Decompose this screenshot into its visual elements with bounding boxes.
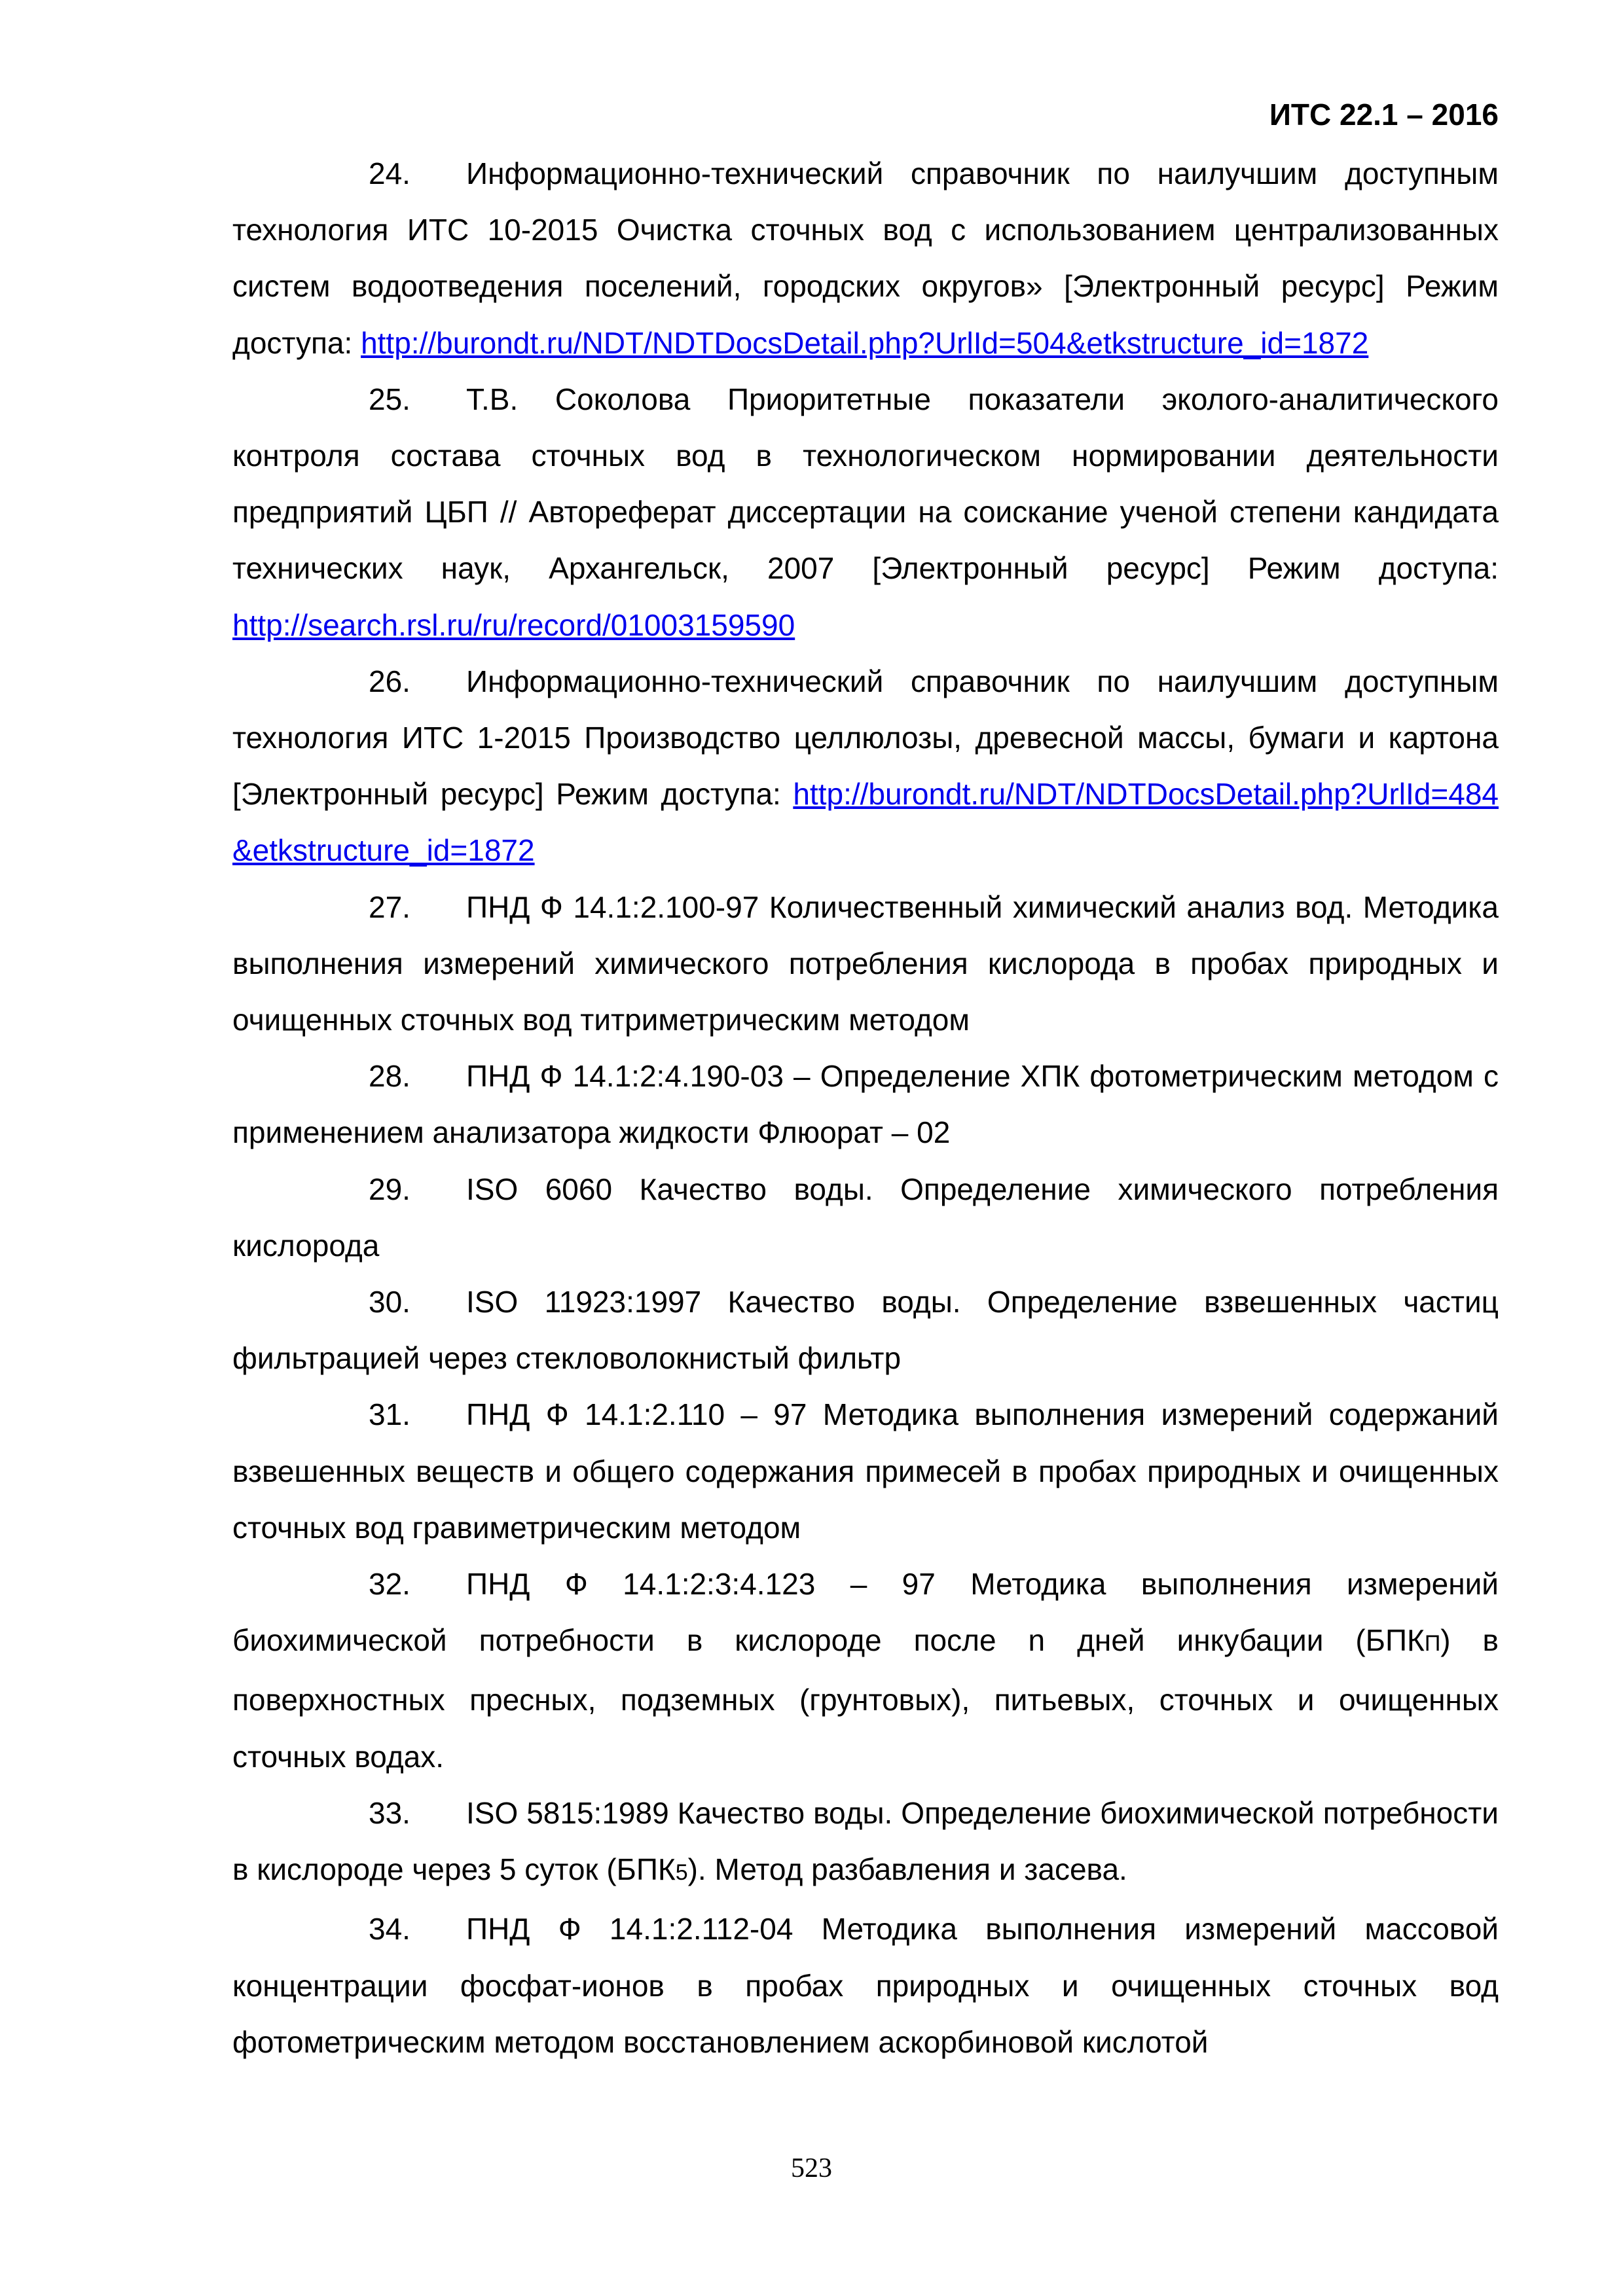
reference-link[interactable]: http://burondt.ru/NDT/NDTDocsDetail.php?UrlId=504&etkstructure_id=1872: [361, 325, 1369, 360]
reference-number: 28.: [369, 1059, 410, 1094]
reference-item-30: [232, 1274, 1499, 1386]
reference-link[interactable]: http://search.rsl.ru/ru/record/01003159590: [232, 607, 795, 642]
reference-number: 31.: [369, 1397, 410, 1432]
reference-item-34: [232, 1901, 1499, 2070]
reference-number: 27.: [369, 889, 410, 924]
reference-number: 26.: [369, 664, 410, 698]
reference-item-32: [232, 1556, 1499, 1785]
reference-item-33: [232, 1785, 1499, 1901]
reference-text: ISO 6060 Качество воды. Определение химического потребления кислорода: [232, 1172, 1499, 1263]
reference-text: Информационно-технический справочник по наилучшим доступным технология ИТС 10-2015 Очистка сточных вод с использованием централизованных систем водоотведения поселений, городских округов» [Электронный ресурс] Режим доступа:: [232, 156, 1499, 360]
reference-link[interactable]: http://burondt.ru/NDT/NDTDocsDetail.php?UrlId=484&etkstructure_id=1872: [232, 777, 1499, 868]
reference-text: Т.В. Соколова Приоритетные показатели эколого-аналитического контроля состава сточных вод в технологическом нормировании деятельности предприятий ЦБП // Автореферат диссертации на соискание ученой степени кандидата технических наук, Архангельск, 2007 [Электронный ресурс] Режим доступа:: [232, 382, 1499, 586]
reference-item-26: [232, 653, 1499, 879]
page-number: 523: [791, 2153, 832, 2183]
reference-item-31: [232, 1386, 1499, 1556]
reference-number: 32.: [369, 1567, 410, 1602]
document-header-title: ИТС 22.1 – 2016: [1269, 98, 1499, 132]
reference-item-24: [232, 145, 1499, 371]
reference-number: 34.: [369, 1912, 410, 1946]
reference-text: ПНД Ф 14.1:2:3:4.123 – 97 Методика выполнения измерений биохимической потребности в кислороде после n дней инкубации (БПК: [232, 1567, 1499, 1658]
reference-text: ПНД Ф 14.1:2.100-97 Количественный химический анализ вод. Методика выполнения измерений химического потребления кислорода в пробах природных и очищенных сточных вод титриметрическим методом: [232, 889, 1499, 1037]
reference-text: ПНД Ф 14.1:2.112-04 Методика выполнения измерений массовой концентрации фосфат-ионов в пробах природных и очищенных сточных вод фотометрическим методом восстановлением аскорбиновой кислотой: [232, 1912, 1499, 2059]
reference-item-27: [232, 879, 1499, 1049]
reference-number: 30.: [369, 1285, 410, 1319]
reference-number: 25.: [369, 382, 410, 416]
reference-number: 33.: [369, 1795, 410, 1830]
reference-list: [232, 145, 1499, 2070]
subscript: 5: [675, 1860, 688, 1886]
reference-text: ISO 5815:1989 Качество воды. Определение биохимической потребности в кислороде через 5 суток (БПК: [232, 1795, 1499, 1887]
reference-text: ПНД Ф 14.1:2:4.190-03 – Определение ХПК фотометрическим методом с применением анализатора жидкости Флюорат – 02: [232, 1059, 1499, 1150]
reference-item-28: [232, 1048, 1499, 1160]
reference-number: 24.: [369, 156, 410, 190]
reference-text-continued: ) в поверхностных пресных, подземных (грунтовых), питьевых, сточных и очищенных сточных водах.: [232, 1623, 1499, 1774]
reference-number: 29.: [369, 1172, 410, 1206]
reference-text: ISO 11923:1997 Качество воды. Определение взвешенных частиц фильтрацией через стекловолокнистый фильтр: [232, 1285, 1499, 1376]
reference-text-continued: ). Метод разбавления и засева.: [687, 1852, 1127, 1887]
subscript: П: [1424, 1631, 1441, 1657]
reference-text: ПНД Ф 14.1:2.110 – 97 Методика выполнения измерений содержаний взвешенных веществ и общего содержания примесей в пробах природных и очищенных сточных вод гравиметрическим методом: [232, 1397, 1499, 1545]
reference-item-25: [232, 371, 1499, 653]
reference-item-29: [232, 1161, 1499, 1274]
reference-text: Информационно-технический справочник по наилучшим доступным технология ИТС 1-2015 Производство целлюлозы, древесной массы, бумаги и картона [Электронный ресурс] Режим доступа:: [232, 664, 1499, 812]
